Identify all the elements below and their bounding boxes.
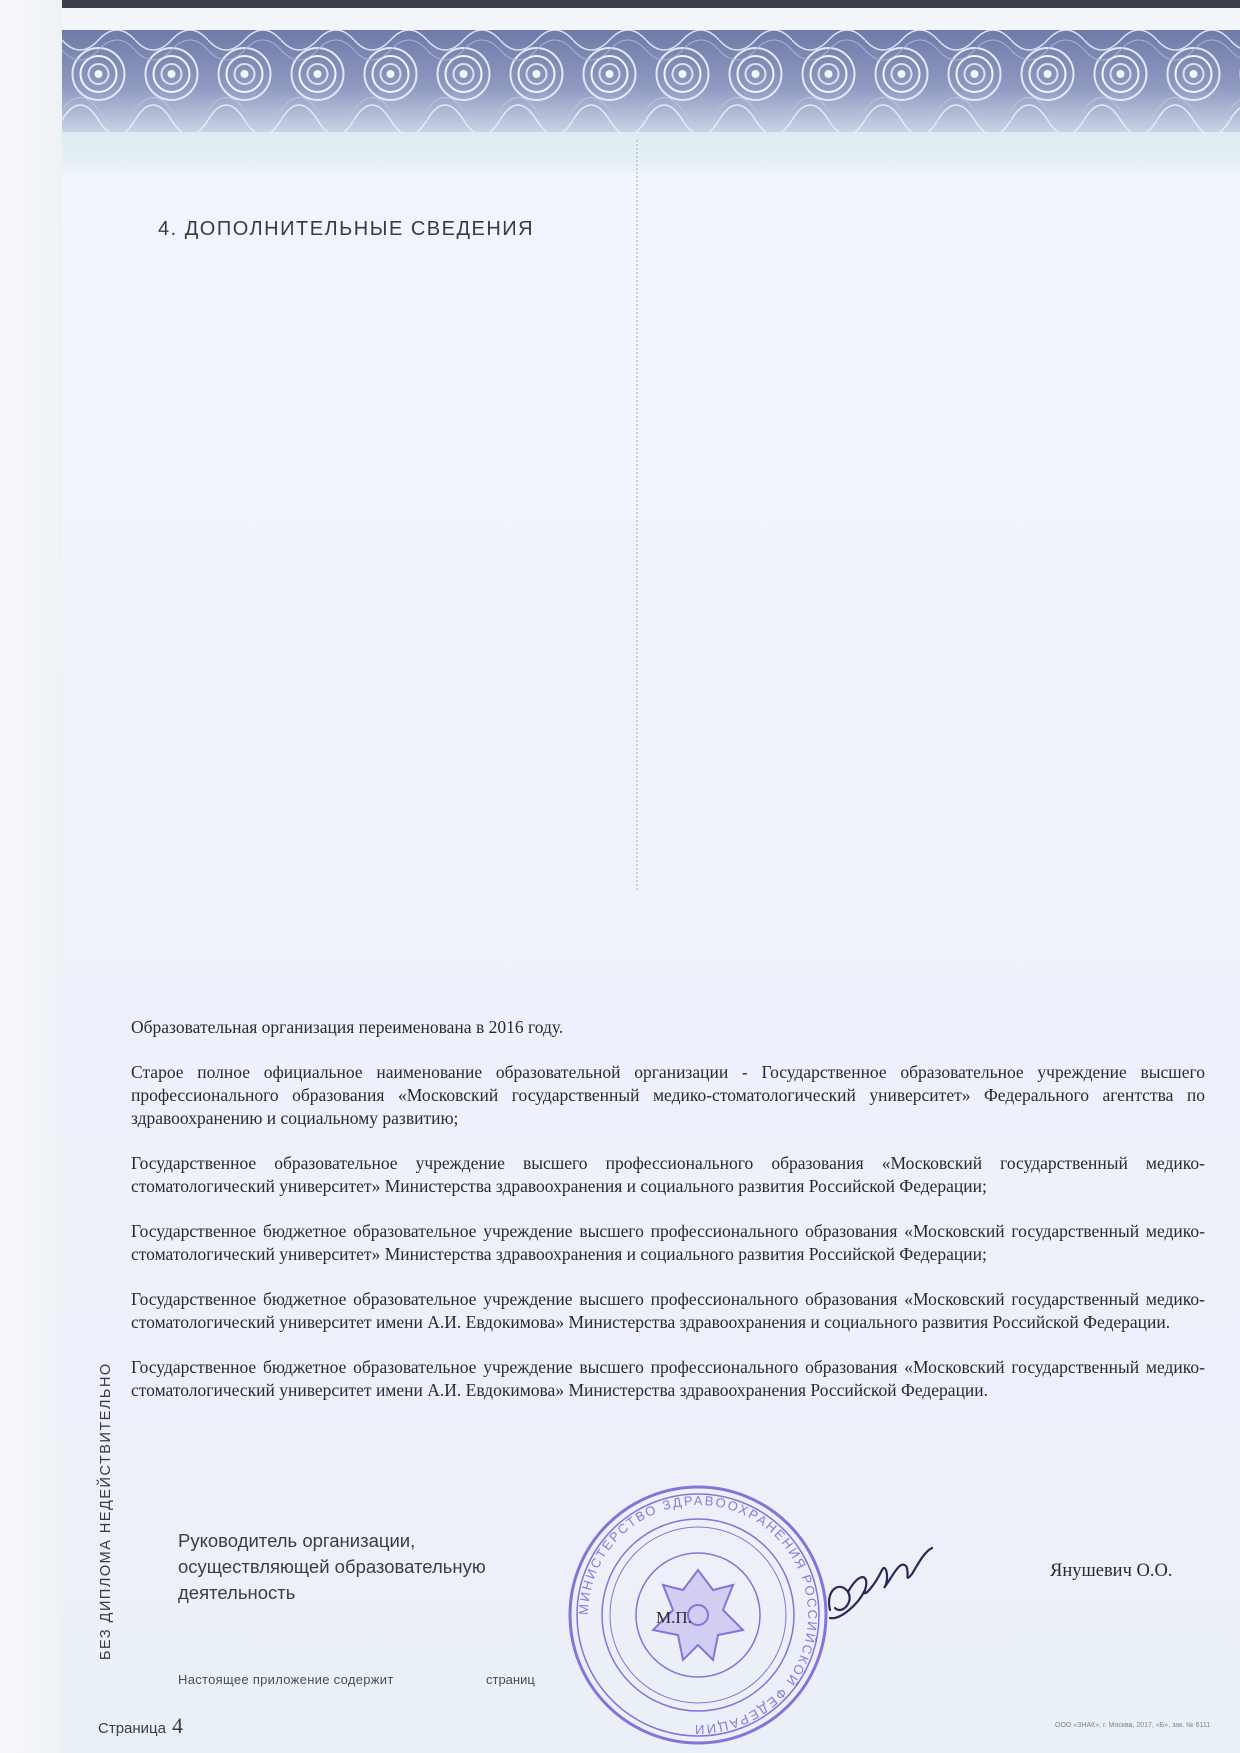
pages-count-note: Настоящее приложение содержит <box>178 1672 394 1687</box>
section-title: 4. ДОПОЛНИТЕЛЬНЫЕ СВЕДЕНИЯ <box>158 218 535 240</box>
scan-top-edge <box>0 0 1240 8</box>
seal-text: МИНИСТЕРСТВО ЗДРАВООХРАНЕНИЯ РОССИЙСКОЙ ФЕДЕРАЦИИ <box>575 1492 821 1738</box>
page-number-footer <box>98 1713 183 1739</box>
info-paragraph: Образовательная организация переименована в 2016 году. <box>131 1017 564 1037</box>
vertical-note-text: БЕЗ ДИПЛОМА НЕДЕЙСТВИТЕЛЬНО <box>98 1362 114 1660</box>
signer-role-line: осуществляющей образовательную <box>178 1556 486 1577</box>
stamp-place-label: М.П. <box>656 1608 692 1627</box>
page-number: 4 <box>171 1713 183 1738</box>
info-paragraph: Государственное бюджетное образовательное учреждение высшего профессионального образования «Московский государственный медико-стоматологический университет имени А.И. Евдокимова» Министерства здравоохранения и социального развития Российской Федерации. <box>131 1289 1205 1332</box>
fold-line <box>636 140 640 890</box>
info-paragraph: Старое полное официальное наименование образовательной организации - Государственное образовательное учреждение высшего профессионального образования «Московский государственный медико-стоматологический университет» Федерального агентства по здравоохранению и социальному развитию; <box>131 1062 1205 1128</box>
pages-count-suffix: страниц <box>486 1672 535 1687</box>
page-left-margin <box>0 0 62 1753</box>
security-strip <box>62 132 1240 172</box>
signer-role-line: Руководитель организации, <box>178 1530 416 1551</box>
info-paragraph: Государственное бюджетное образовательное учреждение высшего профессионального образования «Московский государственный медико-стоматологический университет» Министерства здравоохранения и социального развития Российской Федерации; <box>131 1221 1205 1264</box>
page-label: Страница <box>98 1720 166 1737</box>
official-seal-stamp <box>563 1480 833 1750</box>
info-paragraph: Государственное образовательное учреждение высшего профессионального образования «Московский государственный медико-стоматологический университет» Министерства здравоохранения и социального развития Российской Федерации; <box>131 1153 1205 1196</box>
guilloche-ornament-band <box>62 30 1240 132</box>
vertical-validity-note <box>98 1340 118 1660</box>
signer-name: Янушевич О.О. <box>1050 1561 1173 1581</box>
info-paragraph: Государственное бюджетное образовательное учреждение высшего профессионального образования «Московский государственный медико-стоматологический университет имени А.И. Евдокимова» Министерства здравоохранения Российской Федерации. <box>131 1357 1205 1400</box>
signer-role <box>178 1528 498 1606</box>
additional-info-body <box>131 1016 1205 1424</box>
signer-role-line: деятельность <box>178 1582 296 1603</box>
printer-imprint: ООО «ЗНАК», г. Москва, 2017, «Б», зак. № 6111 <box>1055 1722 1211 1729</box>
handwritten-signature <box>820 1530 940 1625</box>
